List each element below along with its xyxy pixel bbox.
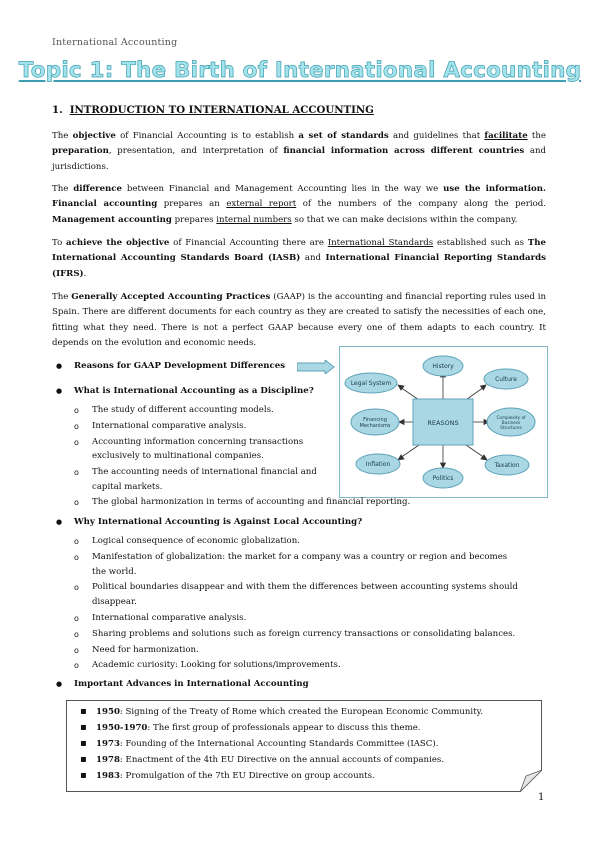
diagram-node-culture: Culture (495, 376, 517, 383)
diagram-node-politics: Politics (432, 475, 454, 482)
running-header: International Accounting (52, 37, 178, 48)
paragraph-gaap: The Generally Accepted Accounting Practices (GAAP) is the accounting and financial reporting rules used in Spain. There are different documents for each country as they are created to satisfy the necessities of each one, fitting what they need. There is not a perfect GAAP because every one of them adapts to each country. It depends on the evolution and economic needs. (52, 292, 547, 348)
section-title: INTRODUCTION TO INTERNATIONAL ACCOUNTING (69, 104, 374, 116)
page-title: Topic 1: The Birth of International Accounting (18, 58, 582, 83)
diagram-node-complexity: Complexity of Business Structures (496, 415, 526, 430)
section-number: 1. (52, 104, 63, 116)
reasons-diagram (339, 346, 548, 498)
arrow-right-icon (297, 360, 335, 374)
paragraph-standards: To achieve the objective of Financial Accounting there are International Standards established such as The International Accounting Standards Board (IASB) and International Financial Reporting Standards (IFRS). (52, 238, 546, 279)
diagram-node-inflation: Inflation (365, 461, 391, 468)
page-number: 1 (538, 792, 545, 803)
diagram-node-taxation: Taxation (494, 462, 520, 469)
diagram-node-financing: Financing Mechanisms (359, 417, 391, 429)
diagram-center-label: REASONS (427, 419, 459, 427)
page-curl-icon (520, 770, 542, 792)
paragraph-difference: The difference between Financial and Management Accounting lies in the way we use the information. Financial accounting prepares an external report of the numbers of the company along the period. Management accounting prepares internal numbers so that we can make decisions within the company. (52, 184, 547, 225)
section-heading (52, 104, 374, 116)
diagram-node-history: History (432, 363, 454, 370)
diagram-node-legal-system: Legal System (350, 380, 392, 387)
paragraph-objective: The objective of Financial Accounting is to establish a set of standards and guidelines that facilitate the preparation, presentation, and interpretation of financial information across different countries and jurisdictions. (52, 131, 546, 172)
